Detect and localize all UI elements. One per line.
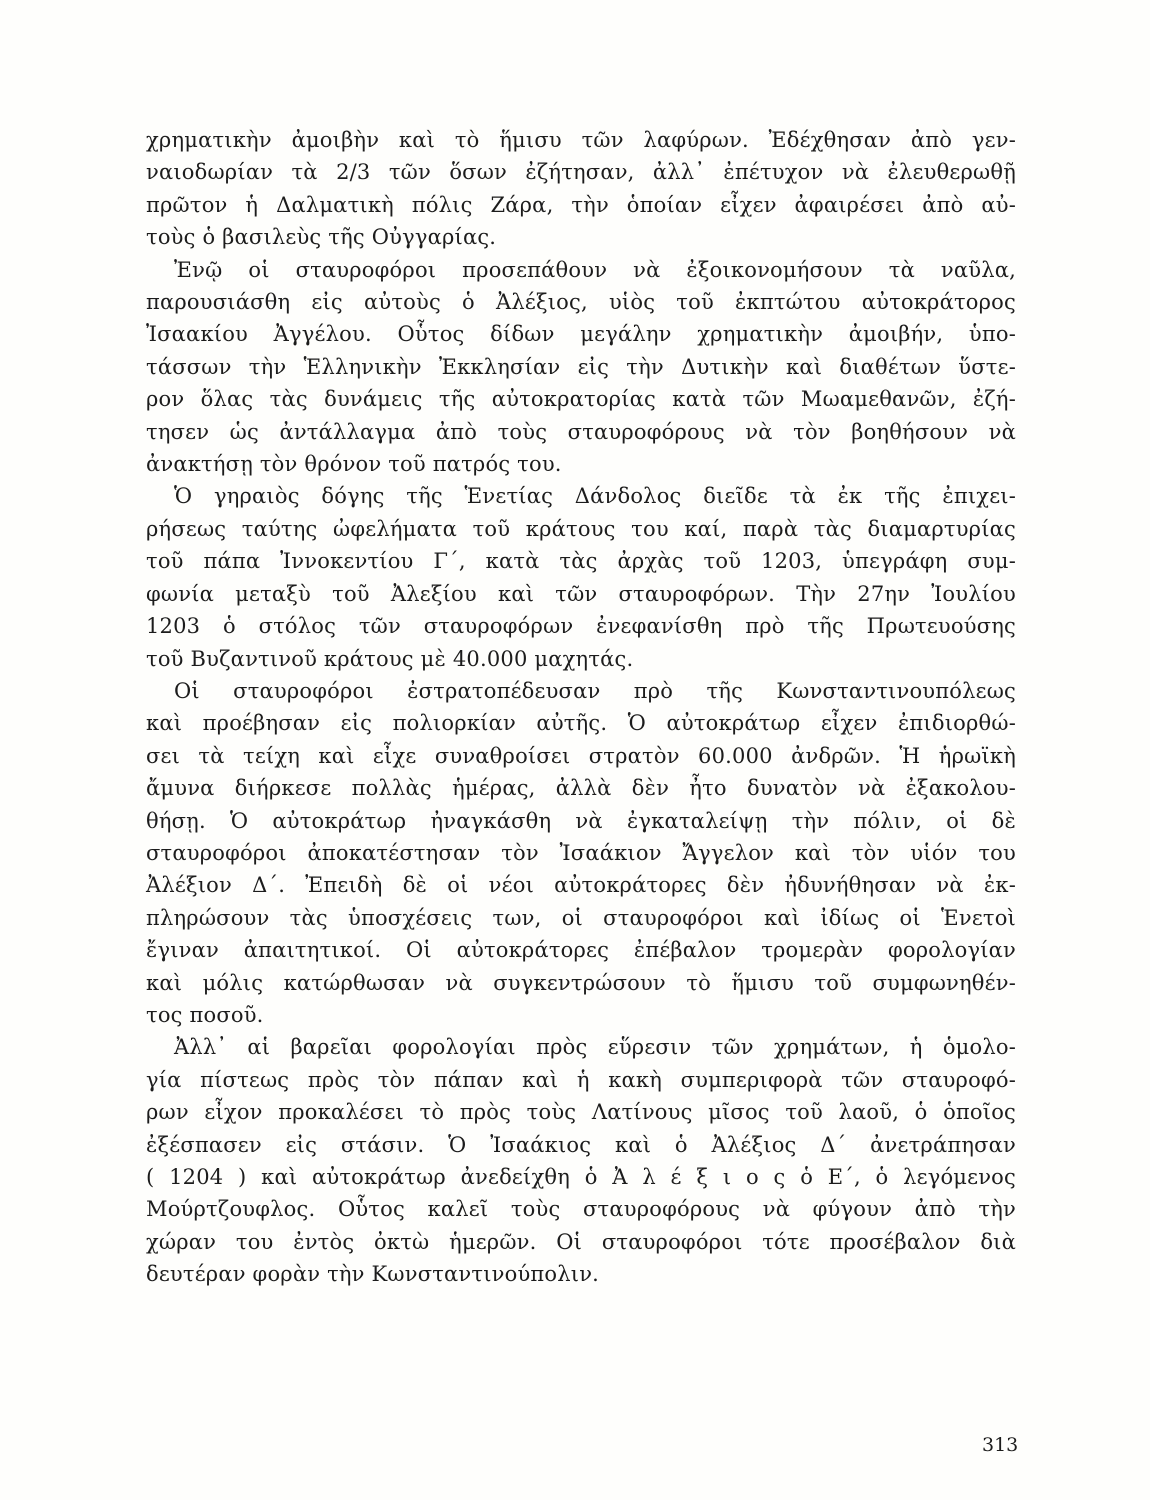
text-line: σταυροφόροι ἀποκατέστησαν τὸν Ἰσαάκιον Ἄγγελον καὶ τὸν υἱόν του [146, 840, 1016, 865]
text-line: σει τὰ τείχη καὶ εἶχε συναθροίσει στρατὸν 60.000 ἀνδρῶν. Ἡ ἡρωϊκὴ [146, 743, 1016, 768]
text-line: καὶ προέβησαν εἰς πολιορκίαν αὐτῆς. Ὁ αὐτοκράτωρ εἶχεν ἐπιδιορθώ- [146, 711, 1016, 736]
paragraph [146, 124, 1016, 254]
text-line: χρηματικὴν ἀμοιβὴν καὶ τὸ ἥμισυ τῶν λαφύρων. Ἐδέχθησαν ἀπὸ γεν- [146, 128, 1016, 152]
text-line: ( 1204 ) καὶ αὐτοκράτωρ ἀνεδείχθη ὁ Ἀ λ έ ξ ι ο ς ὁ Ε΄, ὁ λεγόμενος [146, 1165, 1016, 1189]
paragraph [146, 1031, 1016, 1290]
page-number: 313 [982, 1434, 1019, 1456]
text-line: παρουσιάσθη εἰς αὐτοὺς ὁ Ἀλέξιος, υἱὸς τοῦ ἐκπτώτου αὐτοκράτορος [146, 290, 1016, 315]
text-line: πληρώσουν τὰς ὑποσχέσεις των, οἱ σταυροφόροι καὶ ἰδίως οἱ Ἑνετοὶ [146, 905, 1016, 930]
text-line: ρων εἶχον προκαλέσει τὸ πρὸς τοὺς Λατίνους μῖσος τοῦ λαοῦ, ὁ ὁποῖος [146, 1100, 1016, 1125]
text-line: τησεν ὡς ἀντάλλαγμα ἀπὸ τοὺς σταυροφόρους νὰ τὸν βοηθήσουν νὰ [146, 419, 1016, 444]
body-text [146, 124, 1016, 1291]
text-line: ρον ὅλας τὰς δυνάμεις τῆς αὐτοκρατορίας κατὰ τῶν Μωαμεθανῶν, ἐζή- [146, 387, 1016, 412]
text-line: χώραν του ἐντὸς ὀκτὼ ἡμερῶν. Οἱ σταυροφόροι τότε προσέβαλον διὰ [146, 1229, 1016, 1254]
text-line: δευτέραν φορὰν τὴν Κωνσταντινούπολιν. [146, 1262, 600, 1287]
text-line: ἄμυνα διήρκεσε πολλὰς ἡμέρας, ἀλλὰ δὲν ἦτο δυνατὸν νὰ ἐξακολου- [146, 776, 1016, 801]
paragraph [146, 254, 1016, 481]
text-line: πρῶτον ἡ Δαλματικὴ πόλις Ζάρα, τὴν ὁποίαν εἶχεν ἀφαιρέσει ἀπὸ αὐ- [146, 192, 1016, 217]
text-line: ἐξέσπασεν εἰς στάσιν. Ὁ Ἰσαάκιος καὶ ὁ Ἀλέξιος Δ΄ ἀνετράπησαν [146, 1132, 1016, 1157]
paragraph [146, 480, 1016, 674]
text-line: τάσσων τὴν Ἑλληνικὴν Ἐκκλησίαν εἰς τὴν Δυτικὴν καὶ διαθέτων ὕστε- [146, 354, 1016, 379]
text-line: τοῦ Βυζαντινοῦ κράτους μὲ 40.000 μαχητάς. [146, 646, 634, 671]
text-line: τοῦ πάπα Ἰννοκεντίου Γ΄, κατὰ τὰς ἀρχὰς τοῦ 1203, ὑπεγράφη συμ- [146, 549, 1016, 574]
text-line: καὶ μόλις κατώρθωσαν νὰ συγκεντρώσουν τὸ ἥμισυ τοῦ συμφωνηθέν- [146, 970, 1016, 995]
text-line: τος ποσοῦ. [146, 1002, 264, 1027]
text-line: ἀνακτήσῃ τὸν θρόνον τοῦ πατρός του. [146, 452, 562, 477]
text-line: ἔγιναν ἀπαιτητικοί. Οἱ αὐτοκράτορες ἐπέβαλον τρομερὰν φορολογίαν [146, 938, 1016, 963]
text-line: γία πίστεως πρὸς τὸν πάπαν καὶ ἡ κακὴ συμπεριφορὰ τῶν σταυροφό- [146, 1067, 1016, 1092]
text-line: Ἰσαακίου Ἀγγέλου. Οὗτος δίδων μεγάλην χρηματικὴν ἀμοιβήν, ὑπο- [146, 322, 1016, 347]
text-line: Οἱ σταυροφόροι ἐστρατοπέδευσαν πρὸ τῆς Κωνσταντινουπόλεως [174, 678, 1016, 703]
text-line: Ὁ γηραιὸς δόγης τῆς Ἑνετίας Δάνδολος διεῖδε τὰ ἐκ τῆς ἐπιχει- [174, 484, 1016, 509]
text-line: Ἀλέξιον Δ΄. Ἐπειδὴ δὲ οἱ νέοι αὐτοκράτορες δὲν ἠδυνήθησαν νὰ ἐκ- [146, 873, 1016, 898]
text-line: ναιοδωρίαν τὰ 2/3 τῶν ὅσων ἐζήτησαν, ἀλλ᾽ ἐπέτυχον νὰ ἐλευθερωθῇ [146, 160, 1016, 185]
text-line: 1203 ὁ στόλος τῶν σταυροφόρων ἐνεφανίσθη πρὸ τῆς Πρωτευούσης [146, 614, 1016, 639]
text-line: ρήσεως ταύτης ὠφελήματα τοῦ κράτους του καί, παρὰ τὰς διαμαρτυρίας [146, 516, 1016, 541]
paragraph [146, 675, 1016, 1031]
text-line: Ἀλλ᾽ αἱ βαρεῖαι φορολογίαι πρὸς εὕρεσιν τῶν χρημάτων, ἡ ὁμολο- [174, 1035, 1016, 1060]
text-line: θήσῃ. Ὁ αὐτοκράτωρ ἠναγκάσθη νὰ ἐγκαταλείψῃ τὴν πόλιν, οἱ δὲ [146, 808, 1016, 833]
text-line: τοὺς ὁ βασιλεὺς τῆς Οὐγγαρίας. [146, 225, 497, 250]
text-line: Ἐνῷ οἱ σταυροφόροι προσεπάθουν νὰ ἐξοικονομήσουν τὰ ναῦλα, [174, 257, 1016, 282]
text-line: φωνία μεταξὺ τοῦ Ἀλεξίου καὶ τῶν σταυροφόρων. Τὴν 27ην Ἰουλίου [146, 581, 1016, 606]
text-line: Μούρτζουφλος. Οὗτος καλεῖ τοὺς σταυροφόρους νὰ φύγουν ἀπὸ τὴν [146, 1197, 1016, 1222]
